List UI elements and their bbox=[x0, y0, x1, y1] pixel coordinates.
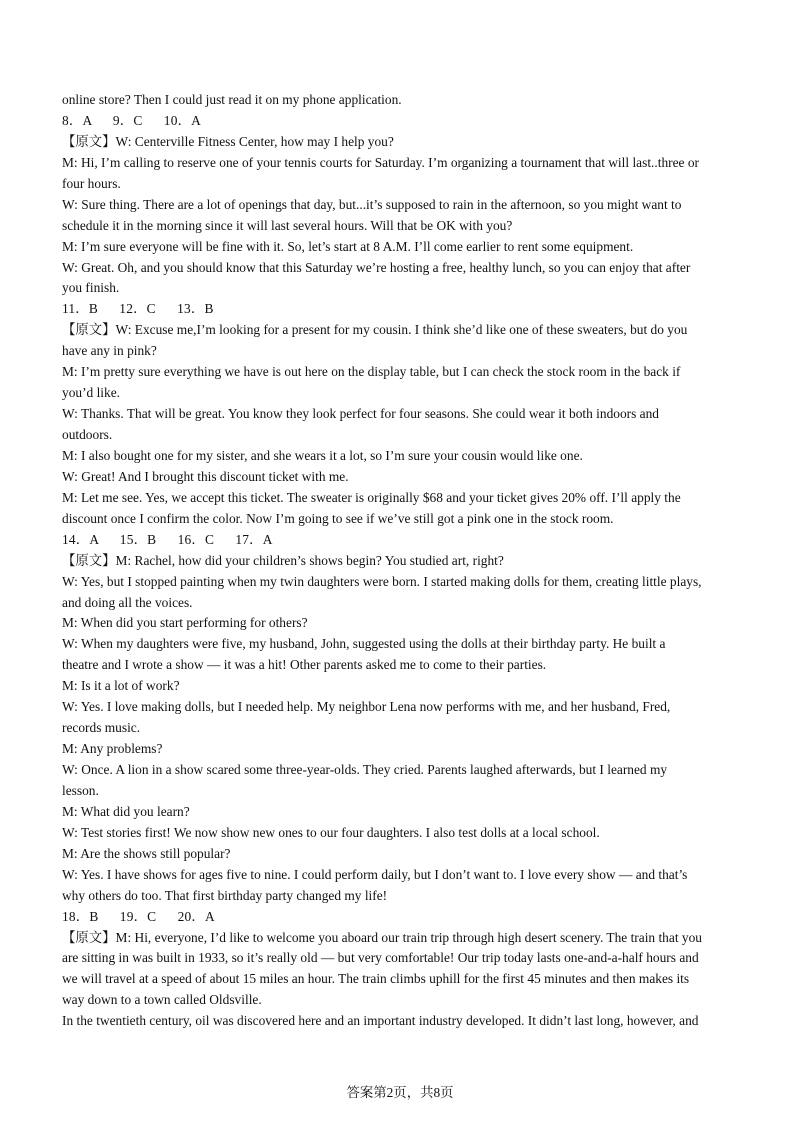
transcript-heading-line: 【原文】M: Hi, everyone, I’d like to welcome you aboard our train trip through high desert scenery. The train that you bbox=[62, 929, 702, 945]
text-line: M: Hi, I’m calling to reserve one of your tennis courts for Saturday. I’m organizing a tournament that will last..three or bbox=[62, 154, 699, 170]
text-line: W: Thanks. That will be great. You know they look perfect for four seasons. She could wear it both indoors and bbox=[62, 406, 660, 422]
text-line: M: I also bought one for my sister, and she wears it a lot, so I’m sure your cousin would like one. bbox=[62, 447, 583, 463]
text-line: have any in pink? bbox=[62, 343, 157, 359]
text-line: and doing all the voices. bbox=[62, 594, 193, 610]
text-line: discount once I confirm the color. Now I’m going to see if we’ve still got a pink one in the stock room. bbox=[62, 510, 614, 526]
transcript-heading-line: 【原文】W: Centerville Fitness Center, how may I help you? bbox=[62, 133, 394, 149]
text-line: W: Yes. I love making dolls, but I needed help. My neighbor Lena now performs with me, and her husband, Fred, bbox=[62, 699, 671, 715]
text-line: M: Are the shows still popular? bbox=[62, 845, 231, 861]
text-line: W: Test stories first! We now show new ones to our four daughters. I also test dolls at a local school. bbox=[62, 824, 600, 840]
text-line: four hours. bbox=[62, 175, 121, 191]
text-line: W: Great! And I brought this discount ticket with me. bbox=[62, 468, 349, 484]
text-line: W: Yes, but I stopped painting when my twin daughters were born. I started making dolls for them, creating little plays, bbox=[62, 573, 702, 589]
text-line: W: Yes. I have shows for ages five to nine. I could perform daily, but I don’t want to. I love every show — and that’s bbox=[62, 866, 688, 882]
answer-document-body bbox=[62, 90, 742, 1032]
transcript-heading-line: 【原文】W: Excuse me,I’m looking for a present for my cousin. I think she’d like one of these sweaters, but do you bbox=[62, 322, 688, 338]
text-line: M: Let me see. Yes, we accept this ticket. The sweater is originally $68 and your ticket gives 20% off. I’ll apply the bbox=[62, 489, 681, 505]
text-line: lesson. bbox=[62, 782, 99, 798]
text-line: W: Sure thing. There are a lot of openings that day, but...it’s supposed to rain in the afternoon, so you might want to bbox=[62, 196, 682, 212]
text-line: you’d like. bbox=[62, 385, 121, 401]
text-line: M: I’m pretty sure everything we have is out here on the display table, but I can check the stock room in the back if bbox=[62, 364, 681, 380]
text-line: are sitting in was built in 1933, so it’s really old — but very comfortable! Our trip today lasts one-and-a-half hours and bbox=[62, 950, 699, 966]
page-number-footer: 答案第2页，共8页 bbox=[346, 1085, 454, 1100]
answer-key-line: 8．A 9．C 10．A bbox=[62, 112, 202, 128]
text-line: M: What did you learn? bbox=[62, 803, 190, 819]
text-line: W: Once. A lion in a show scared some three-year-olds. They cried. Parents laughed afterwards, but I learned my bbox=[62, 762, 668, 777]
text-line: M: Any problems? bbox=[62, 741, 163, 757]
text-line: we will travel at a speed of about 15 miles an hour. The train climbs uphill for the first 45 minutes and then makes its bbox=[62, 971, 690, 987]
text-line: M: Is it a lot of work? bbox=[62, 678, 180, 694]
text-line: W: When my daughters were five, my husband, John, suggested using the dolls at their birthday party. He built a bbox=[62, 636, 666, 652]
text-line: you finish. bbox=[62, 280, 120, 296]
text-line: outdoors. bbox=[62, 427, 113, 442]
answer-key-line: 11．B 12．C 13．B bbox=[62, 301, 214, 317]
text-line: schedule it in the morning since it will last several hours. Will that be OK with you? bbox=[62, 217, 513, 233]
text-line: M: I’m sure everyone will be fine with it. So, let’s start at 8 A.M. I’ll come earlier to rent some equipment. bbox=[62, 238, 634, 254]
answer-key-line: 18．B 19．C 20．A bbox=[62, 908, 215, 924]
text-line: why others do too. That first birthday party changed my life! bbox=[62, 887, 388, 903]
text-line: W: Great. Oh, and you should know that this Saturday we’re hosting a free, healthy lunch, so you can enjoy that after bbox=[62, 259, 691, 275]
transcript-heading-line: 【原文】M: Rachel, how did your children’s shows begin? You studied art, right? bbox=[62, 552, 504, 568]
text-line: theatre and I wrote a show — it was a hit! Other parents asked me to come to their parties. bbox=[62, 657, 547, 673]
text-line: online store? Then I could just read it on my phone application. bbox=[62, 92, 402, 107]
text-line: In the twentieth century, oil was discovered here and an important industry developed. It didn’t last long, however, and bbox=[62, 1013, 699, 1029]
text-line: way down to a town called Oldsville. bbox=[62, 992, 262, 1008]
text-line: M: When did you start performing for others? bbox=[62, 615, 308, 631]
answer-key-line: 14．A 15．B 16．C 17．A bbox=[62, 531, 273, 547]
text-line: records music. bbox=[62, 720, 141, 736]
